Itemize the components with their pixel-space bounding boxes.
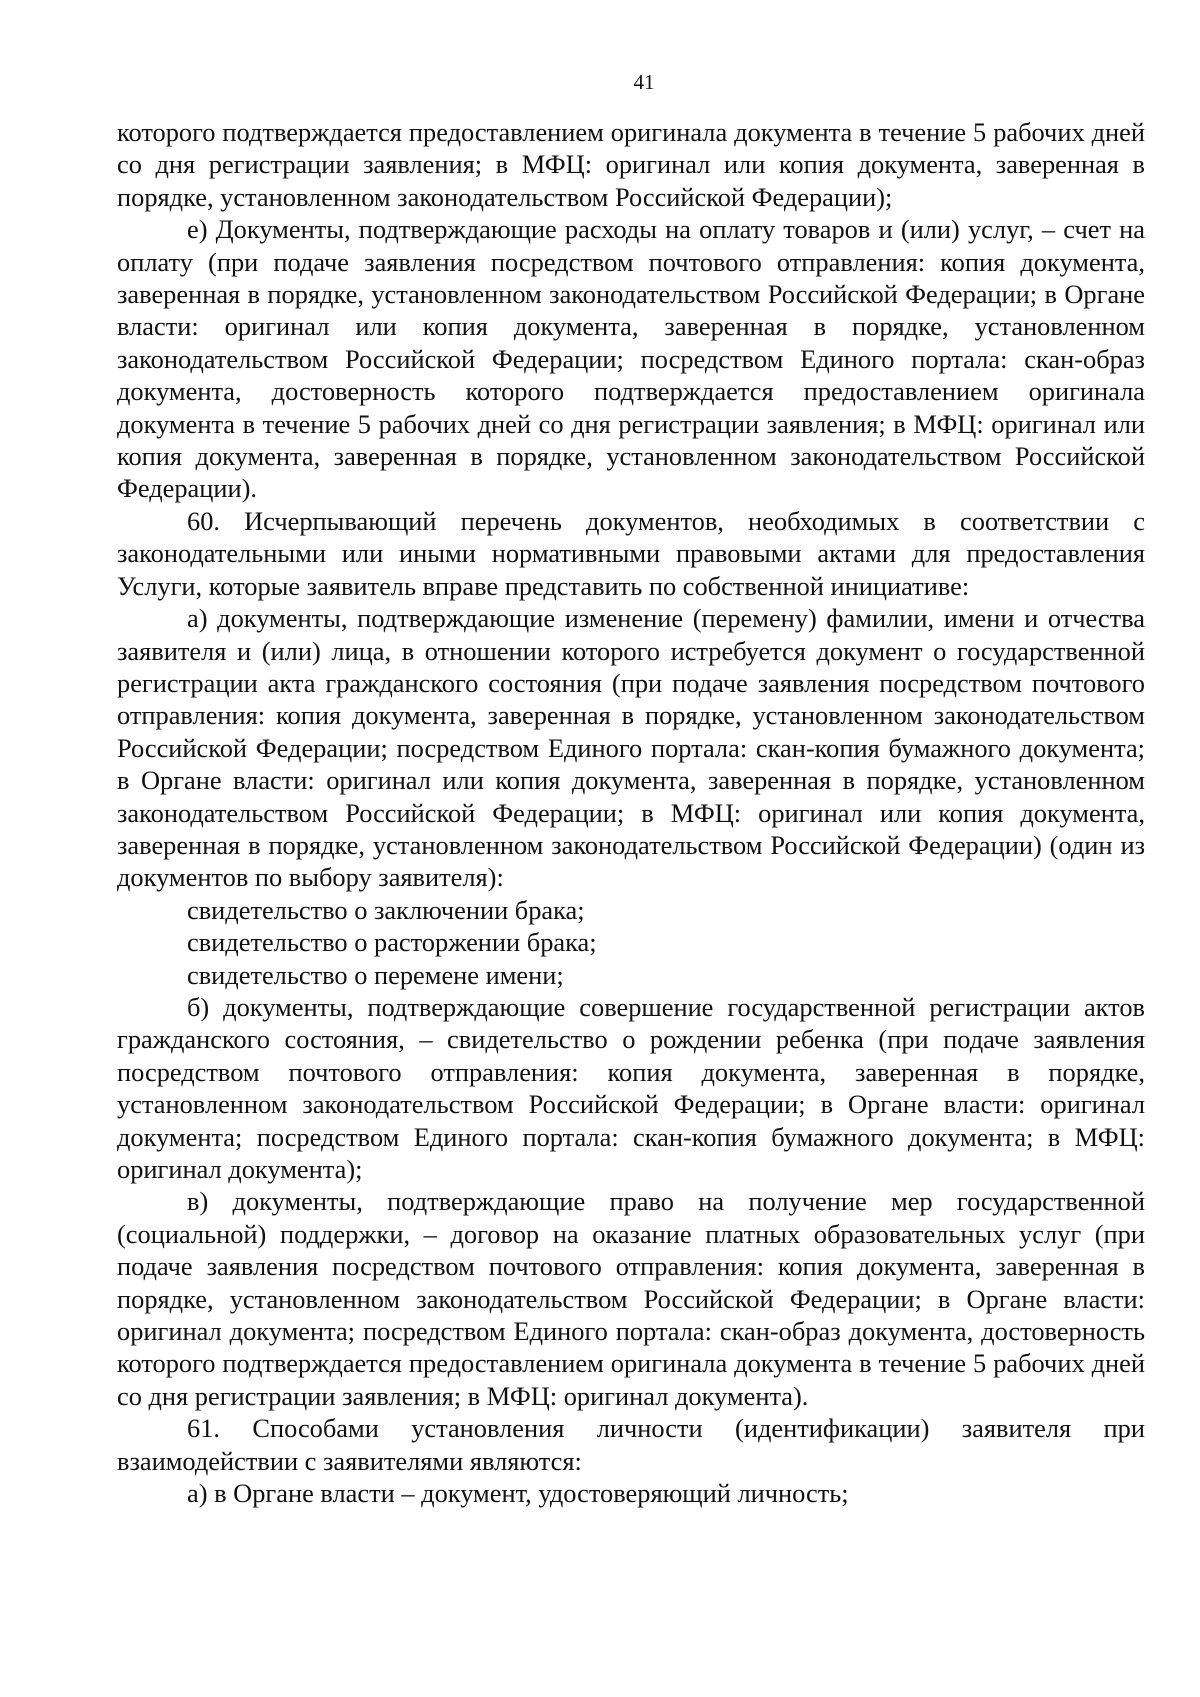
document-page <box>117 70 1145 1509</box>
list-item-divorce-certificate: свидетельство о расторжении брака; <box>187 927 597 958</box>
paragraph-61-identification: 61. Способами установления личности (идентификации) заявителя при взаимодействии с заявителями являются: <box>117 1413 1145 1476</box>
page-number: 41 <box>633 70 655 94</box>
paragraph-a-authority-identity: а) в Органе власти – документ, удостоверяющий личность; <box>187 1478 849 1509</box>
paragraph-continuation: которого подтверждается предоставлением оригинала документа в течение 5 рабочих дней со дня регистрации заявления; в МФЦ: оригинал или копия документа, заверенная в порядке, установленном законодательством Российской Федерации); <box>117 117 1145 212</box>
paragraph-v-support-documents: в) документы, подтверждающие право на получение мер государственной (социальной) поддержки, – договор на оказание платных образовательных услуг (при подаче заявления посредством почтового отправления: копия документа, заверенная в порядке, установленном законодательством Российской Федерации; в Органе власти: оригинал документа; посредством Единого портала: скан-образ документа, достоверность которого подтверждается предоставлением оригинала документа в течение 5 рабочих дней со дня регистрации заявления; в МФЦ: оригинал документа). <box>117 1186 1145 1411</box>
paragraph-a-name-change-documents: а) документы, подтверждающие изменение (перемену) фамилии, имени и отчества заявителя и (или) лица, в отношении которого истребуется документ о государственной регистрации акта гражданского состояния (при подаче заявления посредством почтового отправления: копия документа, заверенная в порядке, установленном законодательством Российской Федерации; посредством Единого портала: скан-копия бумажного документа; в Органе власти: оригинал или копия документа, заверенная в порядке, установленном законодательством Российской Федерации; в МФЦ: оригинал или копия документа, заверенная в порядке, установленном законодательством Российской Федерации) (один из документов по выбору заявителя): <box>117 603 1145 893</box>
document-body <box>117 116 1145 1509</box>
list-item-name-change-certificate: свидетельство о перемене имени; <box>187 959 564 990</box>
paragraph-e-expense-documents: е) Документы, подтверждающие расходы на оплату товаров и (или) услуг, – счет на оплату (при подаче заявления посредством почтового отправления: копия документа, заверенная в порядке, установленном законодательством Российской Федерации; в Органе власти: оригинал или копия документа, заверенная в порядке, установленном законодательством Российской Федерации; посредством Единого портала: скан-образ документа, достоверность которого подтверждается предоставлением оригинала документа в течение 5 рабочих дней со дня регистрации заявления; в МФЦ: оригинал или копия документа, заверенная в порядке, установленном законодательством Российской Федерации). <box>117 214 1145 504</box>
paragraph-b-civil-registration: б) документы, подтверждающие совершение государственной регистрации актов гражданского состояния, – свидетельство о рождении ребенка (при подаче заявления посредством почтового отправления: копия документа, заверенная в порядке, установленном законодательством Российской Федерации; в Органе власти: оригинал документа; посредством Единого портала: скан-копия бумажного документа; в МФЦ: оригинал документа); <box>117 991 1145 1184</box>
paragraph-60-documents-list: 60. Исчерпывающий перечень документов, необходимых в соответствии с законодательными или иными нормативными правовыми актами для предоставления Услуги, которые заявитель вправе представить по собственной инициативе: <box>117 505 1145 601</box>
list-item-marriage-certificate: свидетельство о заключении брака; <box>187 894 585 925</box>
